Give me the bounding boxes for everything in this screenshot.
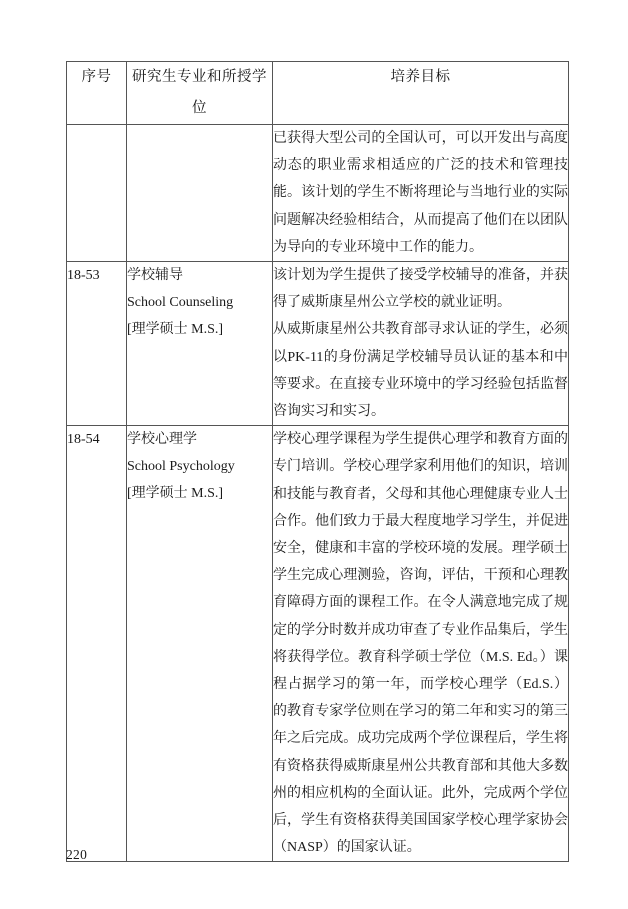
table-container <box>66 61 568 862</box>
goal-paragraph: 该计划为学生提供了接受学校辅导的准备，并获得了威斯康星州公立学校的就业证明。 <box>273 268 568 311</box>
major-name-en: School Counseling <box>127 295 234 311</box>
table-header-row <box>67 62 569 125</box>
table-row <box>67 262 569 426</box>
table-row <box>67 125 569 262</box>
goal-paragraph-secondary: 从威斯康星州公共教育部寻求认证的学生，必须以PK-11的身份满足学校辅导员认证的基本和中等要求。在直接专业环境中的学习经验包括监督咨询实习和实习。 <box>273 322 568 420</box>
row-goal-cell <box>273 426 569 862</box>
goal-paragraph: 学校心理学课程为学生提供心理学和教育方面的专门培训。学校心理学家利用他们的知识，培训和技能与教育者，父母和其他心理健康专业人士合作。他们致力于最大程度地学习学生，并促进安全，健康和丰富的学校环境的发展。理学硕士学生完成心理测验，咨询，评估，干预和心理教育障碍方面的课程工作。在令人满意地完成了规定的学分时数并成功审查了专业作品集后，学生将获得学位。教育科学硕士学位（M.S. Ed。）课程占据学习的第一年，而学校心理学（Ed.S.）的教育专家学位则在学习的第二年和实习的第三年之后完成。成功完成两个学位课程后，学生将有资格获得威斯康星州公共教育部和其他大多数州的相应机构的全面认证。此外，完成两个学位后，学生有资格获得美国国家学校心理学家协会（NASP）的国家认证。 <box>273 432 568 856</box>
row-number-cell <box>67 125 127 262</box>
table-header <box>67 62 569 125</box>
row-number-cell: 18-54 <box>67 426 127 862</box>
major-name-en: School Psychology <box>127 459 235 475</box>
row-major-cell <box>127 426 273 862</box>
degree-label: [理学硕士 M.S.] <box>127 486 224 502</box>
goal-paragraph: 已获得大型公司的全国认可，可以开发出与高度动态的职业需求相适应的广泛的技术和管理技能。该计划的学生不断将理论与当地行业的实际问题解决经验相结合，从而提高了他们在以团队为导向的专业环境中工作的能力。 <box>273 131 568 255</box>
column-header-major: 研究生专业和所授学位 <box>127 62 273 125</box>
row-goal-cell <box>273 262 569 426</box>
degree-label: [理学硕士 M.S.] <box>127 322 224 338</box>
column-header-number: 序号 <box>67 62 127 125</box>
row-major-cell <box>127 262 273 426</box>
table-body <box>67 125 569 862</box>
major-name-cn: 学校辅导 <box>127 268 183 284</box>
row-major-cell <box>127 125 273 262</box>
column-header-goal: 培养目标 <box>273 62 569 125</box>
major-name-cn: 学校心理学 <box>127 432 197 448</box>
table-row <box>67 426 569 862</box>
row-goal-cell <box>273 125 569 262</box>
page-number: 220 <box>66 847 88 862</box>
row-number-cell: 18-53 <box>67 262 127 426</box>
graduate-programs-table <box>66 61 569 862</box>
